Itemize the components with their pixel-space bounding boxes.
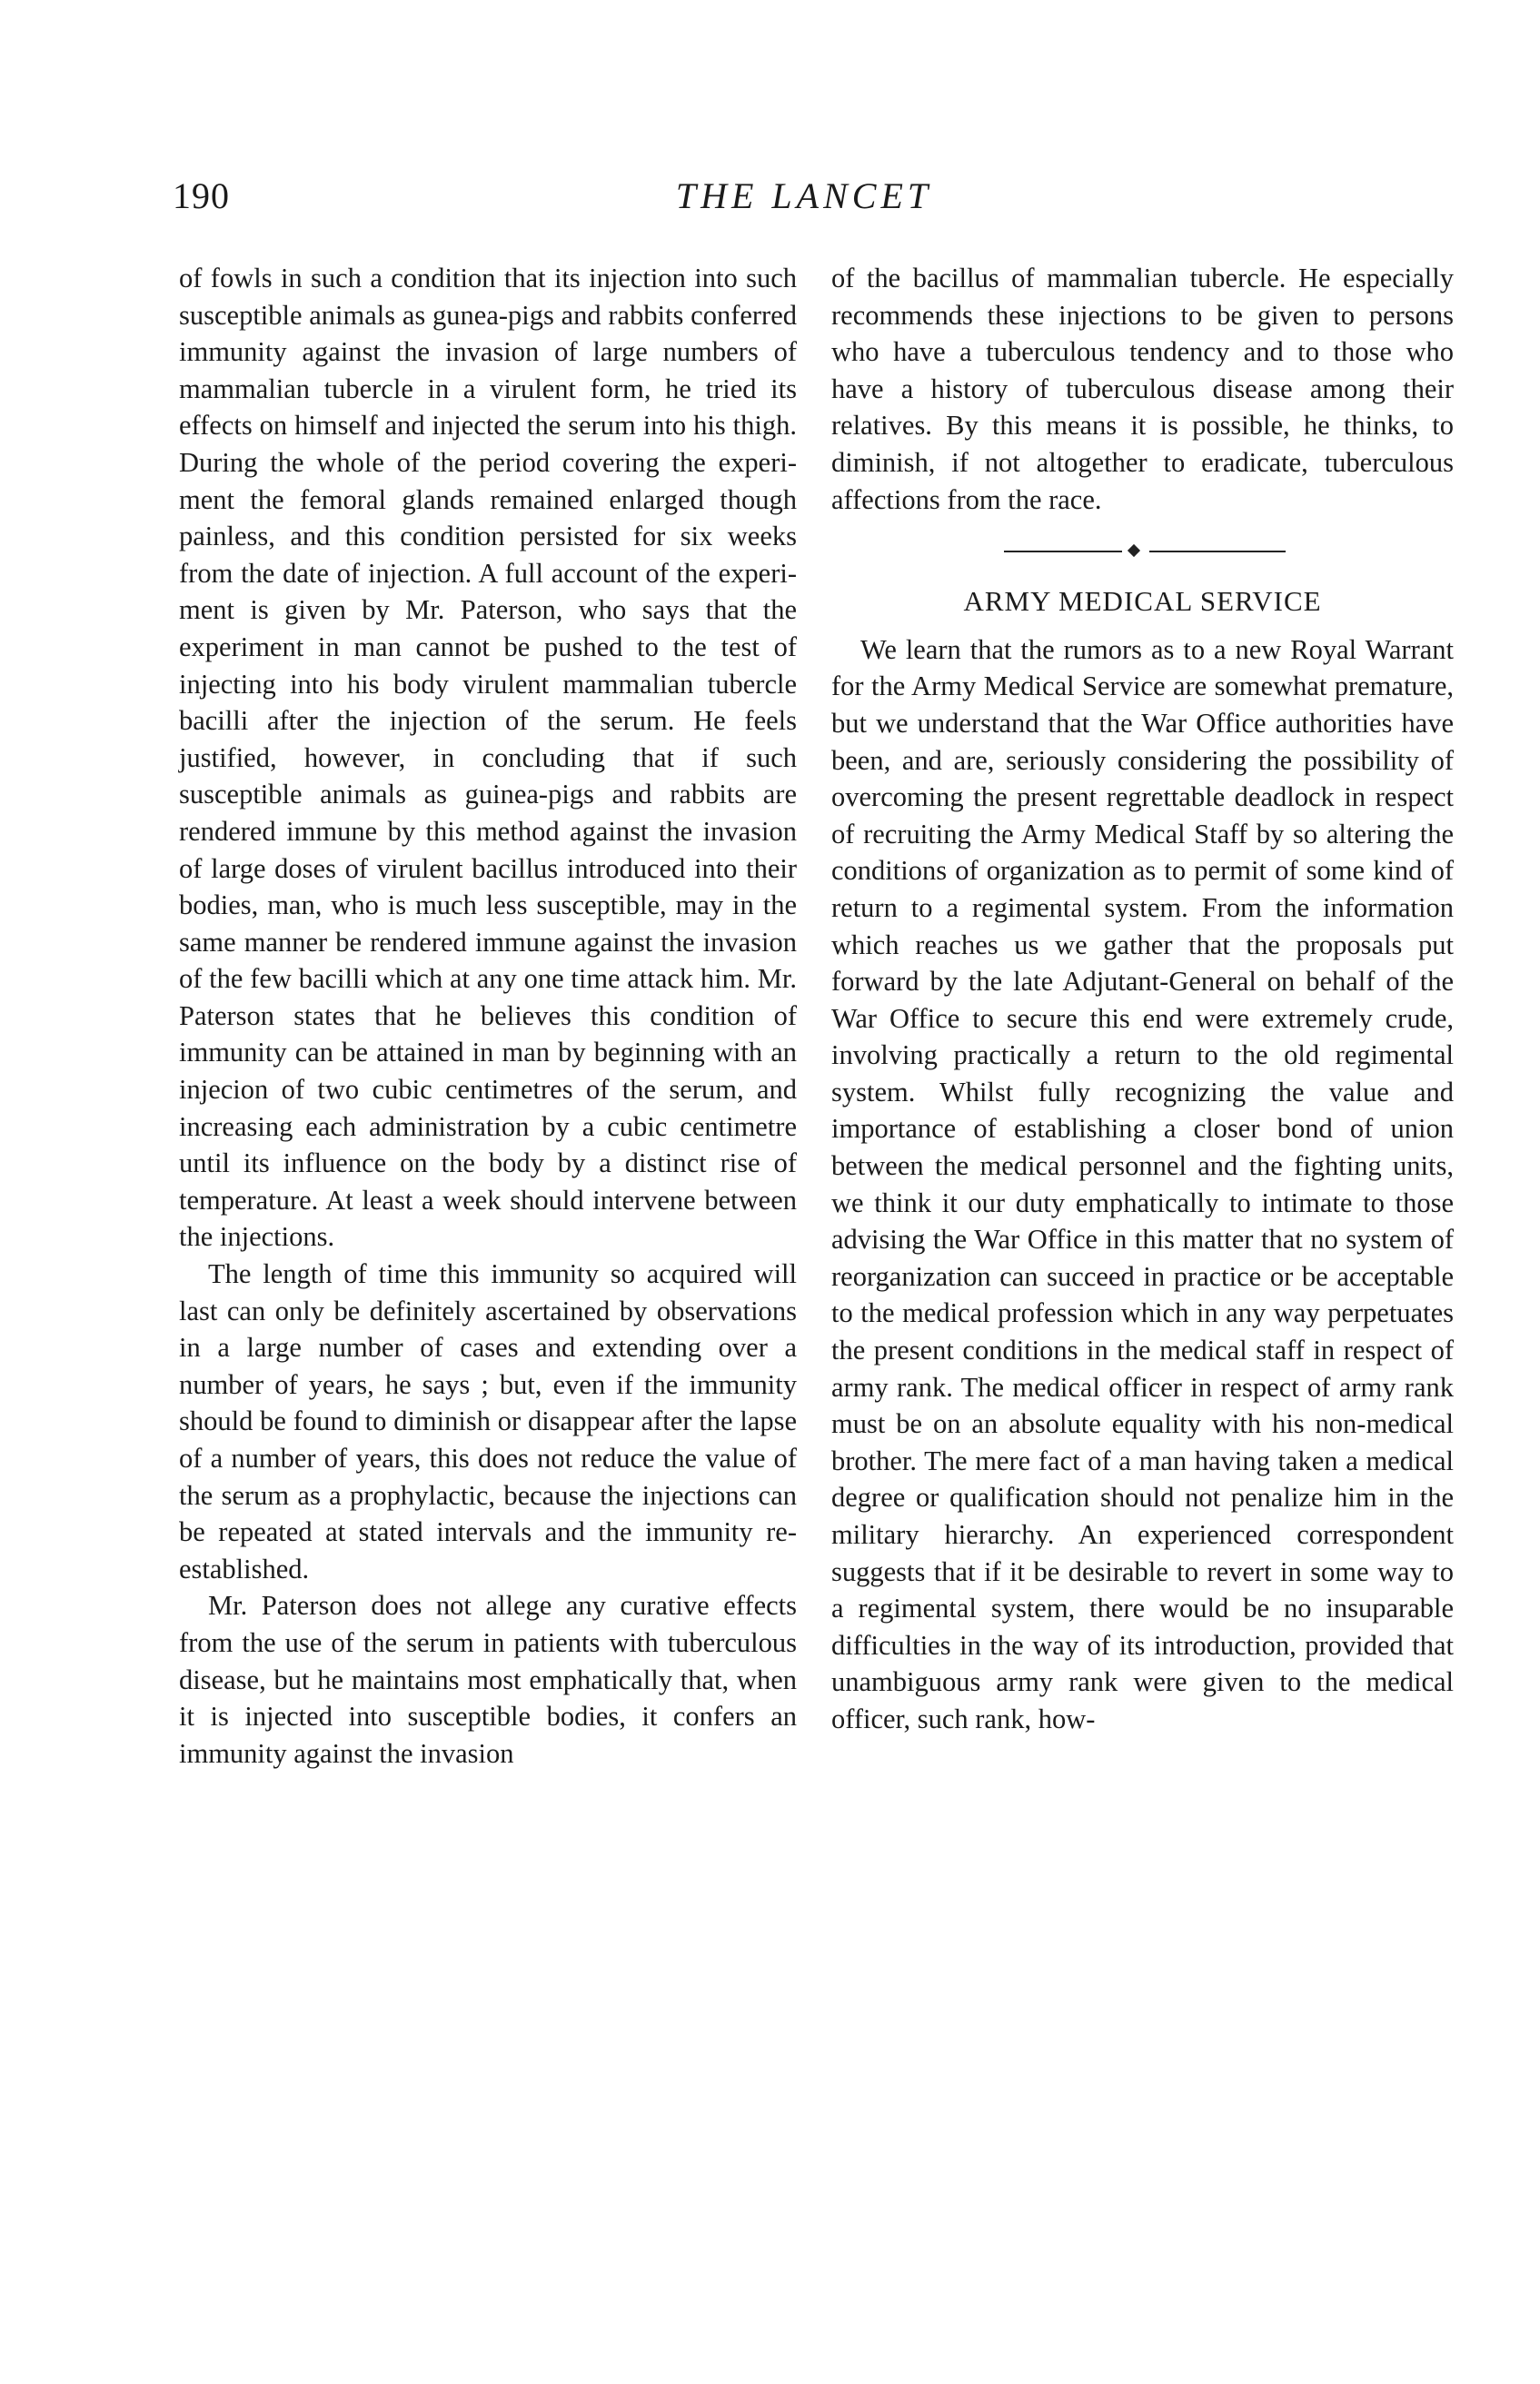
body-paragraph: The length of time this immunity so acquired will last can only be definitely ascertained by observations in a large number of cases and extending over a number of years, he says ; but, even if the immunity should be found to diminish or disappear after the lapse of a number of years, this does not reduce the value of the serum as a prophylactic, because the injections can be repeated at stated intervals and the immunity re-established. [179, 1258, 797, 1584]
divider-rule-left [1004, 551, 1122, 552]
running-head [173, 174, 1436, 229]
body-paragraph: We learn that the rumors as to a new Royal Warrant for the Army Medical Service are somewhat premature, but we understand that the War Office authorities have been, and are, seriously considering the possibility of overcoming the present regrettable deadlock in respect of recruiting the Army Medical Staff by so altering the conditions of organization as to permit of some kind of return to a regimental system. From the information which reaches us we gather that the proposals put forward by the late Adjutant-General on behalf of the War Office to secure this end were extremely crude, involving practically a return to the old regimental system. Whilst fully recognizing the value and importance of establishing a closer bond of union between the medical personnel and the fighting units, we think it our duty emphatically to intimate to those advising the War Office in this matter that no system of reorganization can succeed in practice or be acceptable to the medical profession which in any way perpetuates the present conditions in the medical staff in respect of army rank. The medical officer in respect of army rank must be on an absolute equality with his non-medical brother. The mere fact of a man having taken a medical degree or qualification should not penalize him in the military hierarchy. An experienced correspondent suggests that if it be desirable to revert in some way to a regimental system, there would be no insuparable difficulties in the way of its introduction, provided that unambiguous army rank were given to the medical officer, such rank, how- [831, 633, 1454, 1734]
left-column [179, 260, 797, 1772]
divider-ornament-icon [1128, 544, 1140, 557]
page-number: 190 [173, 175, 230, 216]
right-column [831, 260, 1454, 1738]
section-heading: ARMY MEDICAL SERVICE [963, 585, 1322, 618]
section-divider [831, 531, 1454, 567]
body-paragraph: of fowls in such a condition that its injection into such susceptible animals as gunea-pigs and rabbits conferred immunity against the invasion of large numbers of mammalian tubercle in a virulent form, he tried its effects on himself and injected the serum into his thigh. During the whole of the period covering the experiment the femoral glands remained enlarged though painless, and this condition persisted for six weeks from the date of injection. A full account of the experiment is given by Mr. Paterson, who says that the experiment in man cannot be pushed to the test of injecting into his body virulent mammalian tubercle bacilli after the injection of the serum. He feels justified, however, in concluding that if such susceptible animals as guinea-pigs and rabbits are rendered immune by this method against the invasion of large doses of virulent bacillus introduced into their bodies, man, who is much less susceptible, may in the same manner be rendered immune against the invasion of the few bacilli which at any one time attack him. Mr. Paterson states that he believes this condition of immunity can be attained in man by beginning with an injecion of two cubic centimetres of the serum, and increasing each administration by a cubic centimetre until its influence on the body by a distinct rise of temperature. At least a week should intervene between the injections. [179, 263, 797, 1253]
body-paragraph: Mr. Paterson does not allege any curative effects from the use of the serum in patients with tuberculous disease, but he maintains most emphatically that, when it is injected into susceptible bodies, it confers an immunity against the invasion [179, 1590, 797, 1769]
body-paragraph: of the bacillus of mammalian tubercle. He especially recommends these injections to be given to persons who have a tuberculous tendency and to those who have a history of tuberculous disease among their relatives. By this means it is possible, he thinks, to diminish, if not altogether to eradicate, tuberculous affections from the race. [831, 263, 1454, 515]
journal-title: THE LANCET [675, 175, 933, 216]
divider-rule-right [1149, 551, 1286, 552]
